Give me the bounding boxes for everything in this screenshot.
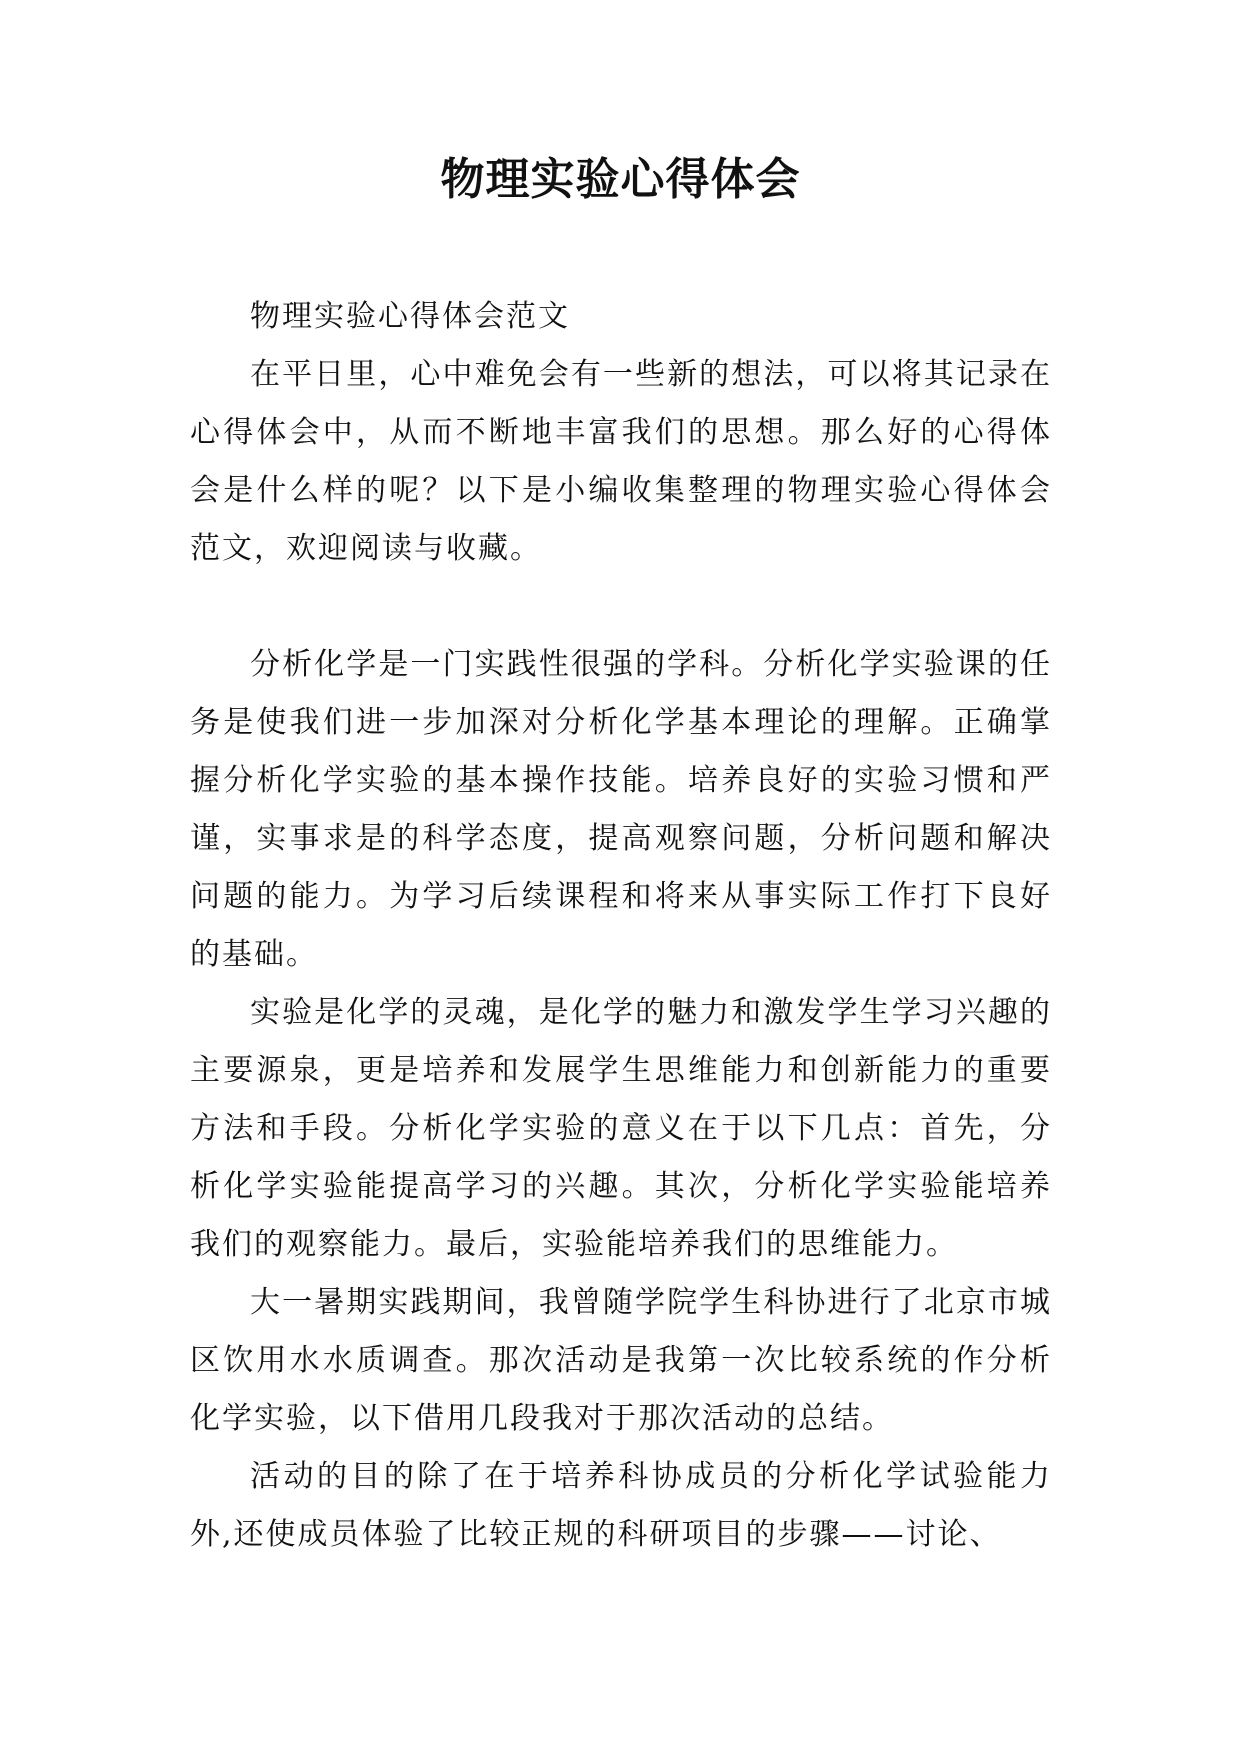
subtitle-paragraph: 物理实验心得体会范文	[250, 299, 570, 334]
body-paragraph: 实验是化学的灵魂，是化学的魅力和激发学生学习兴趣的主要源泉，更是培养和发展学生思维能力和创新能力的重要方法和手段。分析化学实验的意义在于以下几点：首先，分析化学实验能提高学习的兴趣。其次，分析化学实验能培养我们的观察能力。最后，实验能培养我们的思维能力。	[190, 995, 1052, 1262]
body-paragraph: 活动的目的除了在于培养科协成员的分析化学试验能力外,还使成员体验了比较正规的科研项目的步骤——讨论、	[190, 1459, 1052, 1552]
intro-paragraph: 在平日里，心中难免会有一些新的想法，可以将其记录在心得体会中，从而不断地丰富我们的思想。那么好的心得体会是什么样的呢？以下是小编收集整理的物理实验心得体会范文，欢迎阅读与收藏。	[190, 357, 1052, 566]
body-paragraph: 分析化学是一门实践性很强的学科。分析化学实验课的任务是使我们进一步加深对分析化学基本理论的理解。正确掌握分析化学实验的基本操作技能。培养良好的实验习惯和严谨，实事求是的科学态度，提高观察问题，分析问题和解决问题的能力。为学习后续课程和将来从事实际工作打下良好的基础。	[190, 647, 1052, 972]
document-title: 物理实验心得体会	[440, 154, 801, 205]
body-paragraph: 大一暑期实践期间，我曾随学院学生科协进行了北京市城区饮用水水质调查。那次活动是我第一次比较系统的作分析化学实验，以下借用几段我对于那次活动的总结。	[190, 1285, 1052, 1436]
paragraph-gap	[190, 578, 1052, 636]
document-body	[190, 288, 1052, 1564]
